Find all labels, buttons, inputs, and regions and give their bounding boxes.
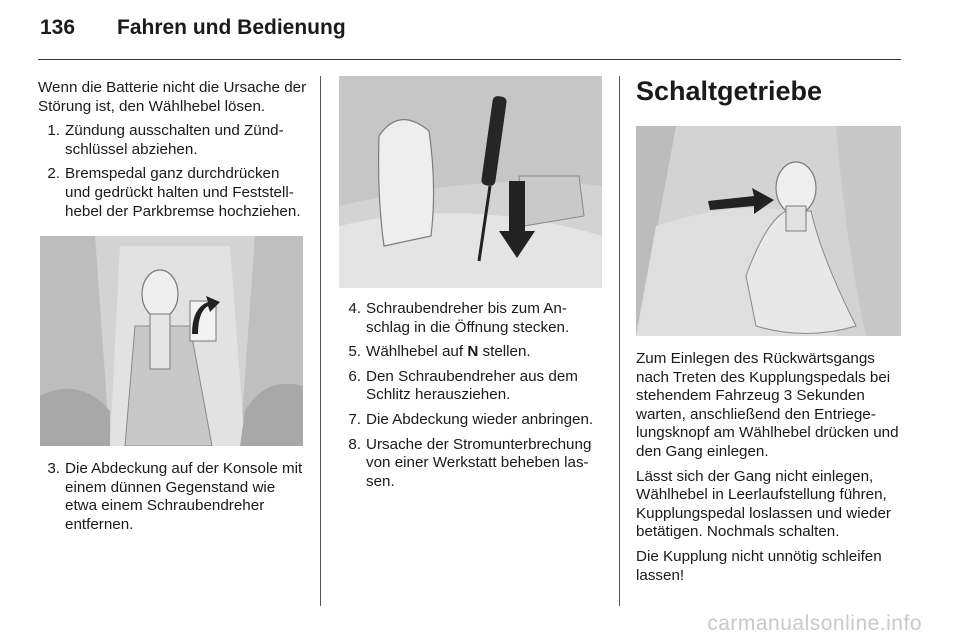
step-number: 1. bbox=[47, 122, 60, 140]
neutral-paragraph: Lässt sich der Gang nicht einlegen, Wählhebel in Leerlaufstellung führen, Kupplungspedal loslassen und wieder betätigen. Nochmals schalten. bbox=[636, 467, 891, 541]
step-number: 8. bbox=[348, 435, 361, 453]
step-text: Den Schraubendreher aus dem Schlitz herausziehen. bbox=[366, 367, 578, 404]
step-number: 2. bbox=[47, 165, 60, 183]
step-number: 4. bbox=[348, 300, 361, 317]
step-number: 7. bbox=[348, 410, 361, 428]
column-divider-2 bbox=[619, 76, 620, 606]
step-item bbox=[339, 300, 605, 337]
step-item bbox=[339, 368, 605, 405]
step-text bbox=[366, 343, 605, 362]
step-number: 5. bbox=[348, 343, 361, 361]
step-text-before: Wählhebel auf bbox=[366, 343, 468, 361]
steps-list-1b bbox=[38, 460, 308, 534]
step-item bbox=[339, 343, 605, 362]
gear-position-n: N bbox=[467, 343, 479, 361]
console-cover-illustration bbox=[40, 236, 303, 446]
steps-list-1 bbox=[38, 122, 308, 221]
step-item bbox=[339, 411, 605, 430]
step-item bbox=[38, 460, 308, 534]
step-number: 3. bbox=[47, 460, 60, 477]
page-number: 136 bbox=[40, 16, 76, 39]
intro-paragraph: Wenn die Batterie nicht die Ursache der Störung ist, den Wählhebel lösen. bbox=[38, 79, 307, 115]
reverse-gear-paragraph: Zum Einlegen des Rückwärtsgangs nach Treten des Kupplungspedals bei stehendem Fahrzeug 3 Sekunden warten, anschließend den Entriegelungsknopf am Wählhebel drücken und den Gang einlegen. bbox=[636, 350, 899, 460]
page-header bbox=[0, 0, 960, 62]
header-rule bbox=[38, 59, 901, 60]
step-text: Ursache der Stromunterbrechung von einer Werkstatt beheben lassen. bbox=[366, 435, 592, 490]
column-1 bbox=[38, 79, 308, 227]
step-text: Die Abdeckung wieder anbringen. bbox=[366, 410, 594, 428]
page-title: Fahren und Bedienung bbox=[117, 16, 346, 39]
step-item bbox=[339, 436, 605, 492]
column-1-lower bbox=[38, 460, 308, 540]
watermark: carmanualsonline.info bbox=[707, 612, 922, 635]
clutch-paragraph: Die Kupplung nicht unnötig schleifen lassen! bbox=[636, 547, 882, 584]
manual-gearshift-illustration bbox=[636, 126, 901, 336]
step-item bbox=[38, 122, 308, 159]
step-text: Bremspedal ganz durchdrücken und gedrückt halten und Feststellhebel der Parkbremse hochziehen. bbox=[65, 165, 301, 220]
column-3 bbox=[636, 350, 902, 591]
screwdriver-illustration bbox=[339, 76, 602, 288]
step-item bbox=[38, 165, 308, 221]
step-text: Die Abdeckung auf der Konsole mit einem dünnen Gegenstand wie etwa einem Schraubendreher entfernen. bbox=[65, 460, 303, 533]
column-3-heading bbox=[636, 76, 902, 106]
steps-list-2 bbox=[339, 300, 605, 491]
section-heading: Schaltgetriebe bbox=[636, 76, 823, 106]
step-text: Zündung ausschalten und Zündschlüssel abziehen. bbox=[65, 122, 284, 158]
step-text: Schraubendreher bis zum Anschlag in die Öffnung stecken. bbox=[366, 300, 570, 336]
column-2 bbox=[339, 300, 605, 497]
column-divider-1 bbox=[320, 76, 321, 606]
step-text-after: stellen. bbox=[478, 343, 531, 361]
step-number: 6. bbox=[348, 367, 361, 385]
